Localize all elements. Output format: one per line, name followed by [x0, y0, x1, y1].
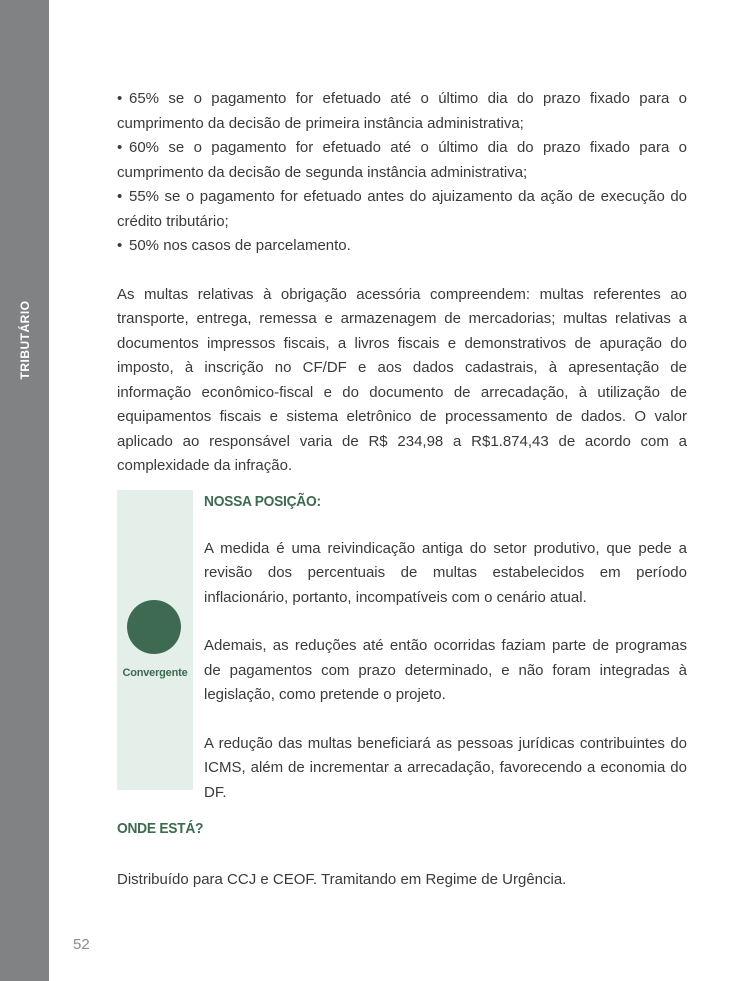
bullet-list: [117, 87, 687, 259]
list-item: • 55% se o pagamento for efetuado antes do ajuizamento da ação de execução do crédito tributário;: [117, 188, 687, 230]
main-content: [117, 87, 687, 479]
position-text: [204, 490, 687, 829]
position-heading: NOSSA POSIÇÃO:: [204, 493, 321, 510]
position-badge-column: [117, 490, 193, 790]
list-item: • 65% se o pagamento for efetuado até o último dia do prazo fixado para o cumprimento da decisão de primeira instância administrativa;: [117, 90, 687, 132]
badge-label: Convergente: [122, 667, 188, 679]
position-section: [117, 490, 687, 801]
section-label: TRIBUTÁRIO: [18, 300, 32, 380]
body-paragraph: As multas relativas à obrigação acessória compreendem: multas referentes ao transporte, entrega, remessa e armazenagem de mercadorias; multas relativas a documentos impressos fiscais, a livros fiscais e demonstrativos de apuração do imposto, à inscrição no CF/DF e aos dados cadastrais, à apresentação de informação econômico-fiscal e do documento de arrecadação, à utilização de equipamentos fiscais e sistema eletrônico de processamento de dados. O valor aplicado ao responsável varia de R$ 234,98 a R$1.874,43 de acordo com a complexidade da infração.: [117, 285, 687, 474]
list-item: • 60% se o pagamento for efetuado até o último dia do prazo fixado para o cumprimento da decisão de segunda instância administrativa;: [117, 139, 687, 181]
list-item: • 50% nos casos de parcelamento.: [117, 237, 351, 254]
position-paragraph: Ademais, as reduções até então ocorridas faziam parte de programas de pagamentos com prazo determinado, e não foram integradas à legislação, como pretende o projeto.: [204, 637, 687, 703]
position-paragraph: A redução das multas beneficiará as pessoas jurídicas contribuintes do ICMS, além de incrementar a arrecadação, favorecendo a economia do DF.: [204, 734, 687, 801]
where-text: Distribuído para CCJ e CEOF. Tramitando em Regime de Urgência.: [117, 871, 567, 888]
position-paragraph: A medida é uma reivindicação antiga do setor produtivo, que pede a revisão dos percentuais de multas estabelecidos em período inflacionário, portanto, incompatíveis com o cenário atual.: [204, 539, 687, 606]
where-heading: ONDE ESTÁ?: [117, 820, 204, 837]
page-number: 52: [73, 936, 90, 953]
convergent-circle-icon: [127, 600, 181, 654]
side-bar: [0, 0, 49, 981]
